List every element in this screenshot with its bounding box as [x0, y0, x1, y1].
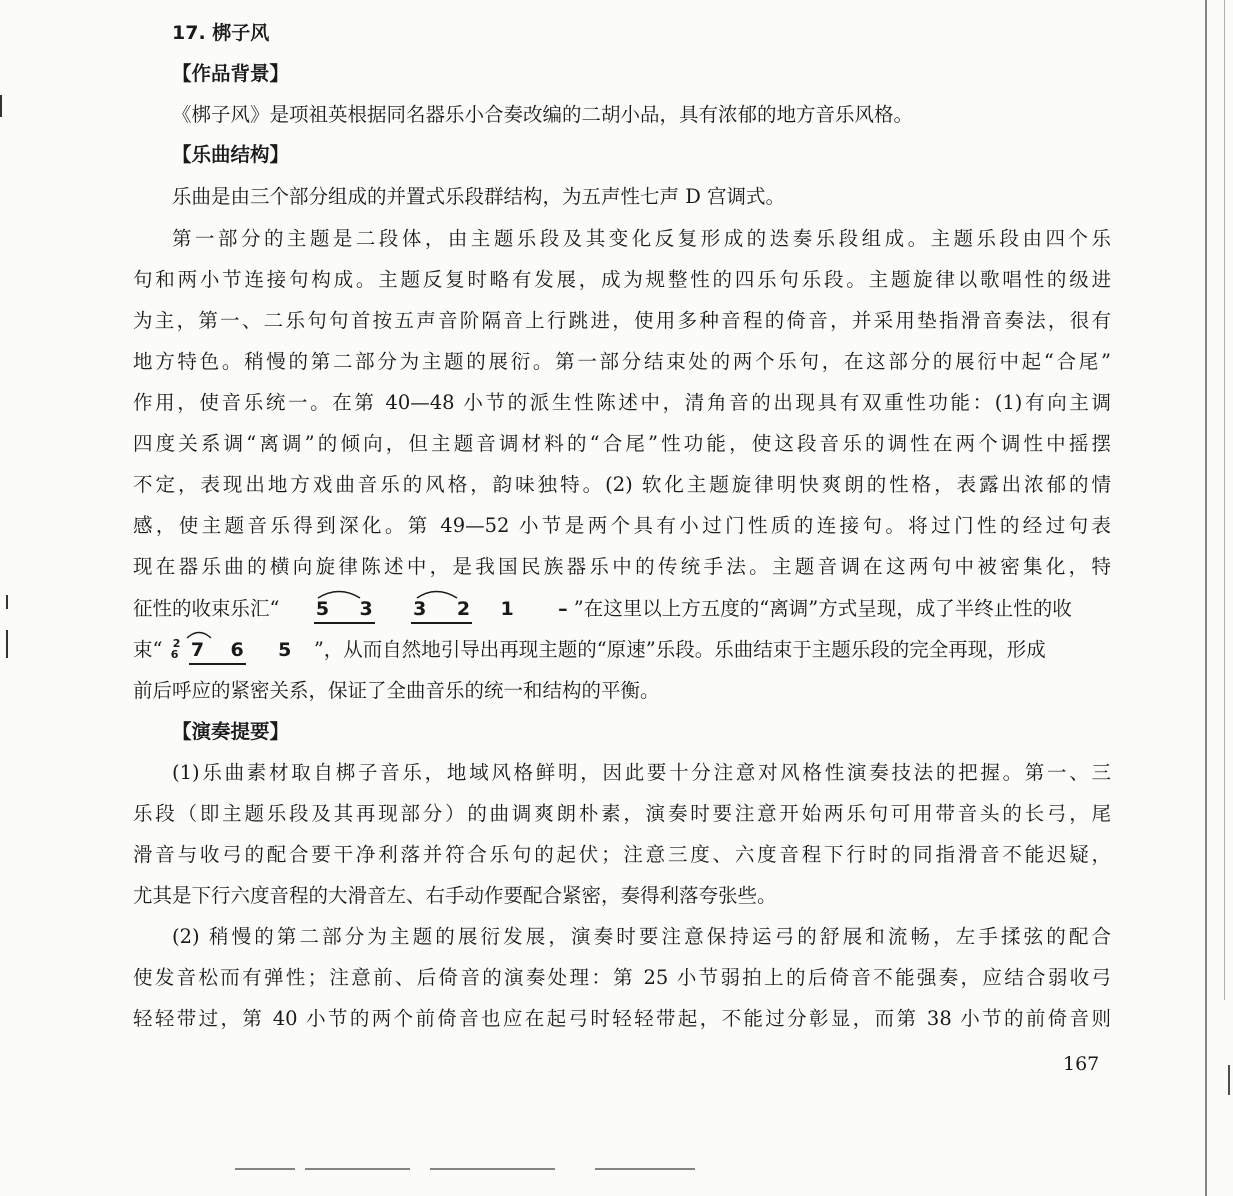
jianpu-note: 3: [413, 598, 427, 620]
structure-line: 第一部分的主题是二段体，由主题乐段及其变化反复形成的迭奏乐段组成。主题乐段由四个乐: [172, 227, 1111, 250]
performance-line: 尤其是下行六度音程的大滑音左、右手动作要配合紧密，奏得利落夸张些。: [133, 884, 777, 907]
heading-background: 【作品背景】: [172, 62, 290, 85]
grace-note: 6: [170, 648, 179, 661]
section-heading: [172, 20, 269, 46]
scan-mark: [6, 595, 8, 609]
binding-edge-mark: [1228, 1065, 1230, 1095]
jianpu-dash: –: [558, 598, 568, 620]
structure-line: 为主，第一、二乐句句首按五声音阶隔音上行跳进，使用多种音程的倚音，并采用垫指滑音奏法，很有: [133, 309, 1111, 332]
performance-line: 使发音松而有弹性；注意前、后倚音的演奏处理：第 25 小节弱拍上的后倚音不能强奏，应结合弱收弓: [133, 966, 1111, 989]
heading-performance: 【演奏提要】: [172, 720, 290, 743]
notation-group-76: [189, 637, 246, 663]
scan-mark: [305, 1168, 410, 1170]
structure-line: 四度关系调“离调”的倾向，但主题音调材料的“合尾”性功能，使这段音乐的调性在两个调性中摇摆: [133, 432, 1111, 455]
structure-line: 感，使主题音乐得到深化。第 49—52 小节是两个具有小过门性质的连接句。将过门性的经过句表: [133, 514, 1111, 537]
structure-line: 不定，表现出地方戏曲音乐的风格，韵味独特。(2) 软化主题旋律明快爽朗的性格，表露出浓郁的情: [133, 473, 1111, 496]
underline-mark: [411, 622, 472, 624]
structure-line-notation-2: [133, 637, 1046, 663]
structure-line: 地方特色。稍慢的第二部分为主题的展衍。第一部分结束处的两个乐句，在这部分的展衍中起“合尾”: [133, 350, 1111, 373]
structure-line: 作用，使音乐统一。在第 40—48 小节的派生性陈述中，清角音的出现具有双重性功能：(1)有向主调: [133, 391, 1111, 414]
structure-intro: 乐曲是由三个部分组成的并置式乐段群结构，为五声性七声 D 宫调式。: [172, 185, 786, 208]
grace-note: 2: [172, 637, 181, 650]
section-title: 梆子风: [212, 22, 270, 44]
notation-trail-text: ”，从而自然地引导出再现主题的“原速”乐段。乐曲结束于主题乐段的完全再现，形成: [313, 638, 1046, 661]
jianpu-note: 7: [190, 639, 205, 661]
section-number: 17.: [172, 22, 206, 44]
notation-trail-text: ”在这里以上方五度的“离调”方式呈现，成了半终止性的收: [573, 597, 1072, 620]
underline-mark: [189, 663, 246, 665]
jianpu-note: 1: [500, 598, 514, 620]
page-number: 167: [1063, 1053, 1100, 1075]
jianpu-note: 2: [456, 598, 471, 620]
notation-lead-text: 征性的收束乐汇“: [133, 597, 280, 620]
scan-mark: [430, 1168, 555, 1170]
background-text: 《梆子风》是项祖英根据同名器乐小合奏改编的二胡小品，具有浓郁的地方音乐风格。: [172, 103, 914, 126]
notation-lead-text: 束“: [133, 638, 163, 661]
heading-structure: 【乐曲结构】: [172, 143, 290, 166]
grace-notes: [169, 637, 183, 663]
underline-mark: [314, 622, 375, 624]
jianpu-note: 5: [278, 639, 292, 661]
binding-edge-line: [1224, 0, 1225, 1000]
structure-line-notation-1: [133, 596, 1072, 622]
notation-group-32: [411, 596, 472, 622]
performance-line: (1)乐曲素材取自梆子音乐，地域风格鲜明，因此要十分注意对风格性演奏技法的把握。第一、三: [172, 761, 1111, 784]
scan-mark: [6, 630, 8, 658]
structure-line-last: 前后呼应的紧密关系，保证了全曲音乐的统一和结构的平衡。: [133, 679, 660, 702]
jianpu-note: 6: [230, 639, 244, 661]
structure-line: 现在器乐曲的横向旋律陈述中，是我国民族器乐中的传统手法。主题音调在这两句中被密集化，特: [133, 555, 1111, 578]
performance-line: 轻轻带过，第 40 小节的两个前倚音也应在起弓时轻轻带起，不能过分彰显，而第 38 小节的前倚音则: [133, 1007, 1111, 1030]
notation-group-53: [314, 596, 375, 622]
performance-line: (2) 稍慢的第二部分为主题的展衍发展，演奏时要注意保持运弓的舒展和流畅，左手揉弦的配合: [172, 925, 1111, 948]
scan-mark: [595, 1168, 695, 1170]
structure-line: 句和两小节连接句构成。主题反复时略有发展，成为规整性的四乐句乐段。主题旋律以歌唱性的级进: [133, 268, 1111, 291]
jianpu-note: 5: [315, 598, 330, 620]
performance-line: 乐段（即主题乐段及其再现部分）的曲调爽朗朴素，演奏时要注意开始两乐句可用带音头的长弓，尾: [133, 802, 1111, 825]
scan-mark: [0, 95, 2, 117]
jianpu-note: 3: [359, 598, 373, 620]
performance-line: 滑音与收弓的配合要干净利落并符合乐句的起伏；注意三度、六度音程下行时的同指滑音不能迟疑，: [133, 843, 1111, 866]
scan-mark: [235, 1168, 295, 1170]
binding-edge-line: [1205, 0, 1207, 1196]
